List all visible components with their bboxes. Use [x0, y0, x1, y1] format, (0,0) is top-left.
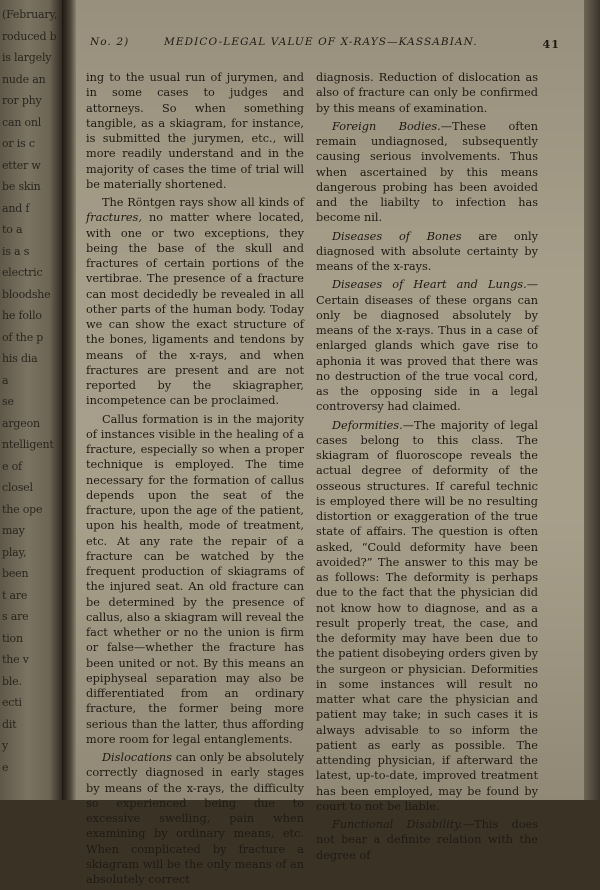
- left-page-fragment: is largely: [2, 51, 52, 64]
- italic-heading: Foreign Bodies.: [332, 119, 441, 133]
- paragraph: [316, 119, 538, 226]
- paragraph: [86, 412, 304, 748]
- left-page-fragment: he follo: [2, 309, 42, 322]
- paragraph-text: —These often remain undiagnosed, subsequently causing serious involvements. Thus when ascertained by this means dangerous probing has been avoided and the liabilty to infection has become nil.: [316, 119, 538, 225]
- previous-page-edge: [0, 0, 64, 800]
- left-page-fragment: the v: [2, 653, 29, 666]
- paragraph-text: diagnosis. Reduction of dislocation as also of fracture can only be confirmed by this means of examination.: [316, 71, 538, 115]
- text-column-right: [316, 70, 538, 866]
- left-page-fragment: etter w: [2, 158, 41, 172]
- left-page-fragment: may: [2, 524, 25, 537]
- paragraph-text: —This does not bear a definite relation with the degree of: [316, 818, 539, 862]
- left-page-fragment: tion: [2, 631, 23, 645]
- left-page-fragment: e: [2, 760, 9, 774]
- running-title: MEDICO-LEGAL VALUE OF X-RAYS—KASSABIAN.: [164, 36, 478, 48]
- left-page-fragment: ror phy: [2, 94, 42, 107]
- left-page-fragment: or is c: [2, 137, 35, 150]
- left-page-fragment: ntelligent: [2, 438, 54, 451]
- paragraph-lead: The Röntgen rays show all kinds of: [102, 196, 304, 209]
- paragraph-text: Callus formation is in the majority of instances visible in the healing of a fracture, especially so when a proper technique is employed. The time necessary for the formation of callus depends upon the seat of the fracture, upon the age of the patient, upon his health, mode of treatment, etc. At any rate the repair of a fracture can be watched by the frequent production of skiagrams of the injured seat. An old fracture can be determined by the presence of callus, also a skiagram will reveal the fact whether or no the union is firm or false—whether the fracture has been united or not. By this means an epiphyseal separation may also be differentiated from an ordinary fracture, the former being more serious than the latter, thus affording more room for legal entanglements.: [86, 412, 304, 746]
- left-page-fragment: (February,: [2, 8, 58, 21]
- page-number: 41: [542, 38, 560, 51]
- paragraph: [86, 750, 304, 887]
- paragraph-text: no matter where located, with one or two exceptions, they being the base of the skull and fractures of certain portions of the vertibrae. The presence of a fracture can most decidedly be revealed in all other parts of the human body. Today we can show the exact structure of the bones, ligaments and tendons by means of the x-rays, and when fractures are present and are not reported by the skiagrapher, incompetence can be proclaimed.: [86, 211, 304, 408]
- paragraph: [316, 418, 538, 815]
- paragraph: [86, 70, 304, 192]
- left-page-fragment: of the p: [2, 330, 44, 344]
- book-gutter: [62, 0, 76, 800]
- text-column-left: [86, 70, 304, 890]
- left-page-fragment: and f: [2, 201, 30, 215]
- left-page-fragment: electric: [2, 266, 43, 279]
- left-page-fragment: a: [2, 373, 9, 387]
- paragraph-text: ing to the usual run of jurymen, and in some cases to judges and attorneys. So when something tangible, as a skiagram, for instance, is submitted the jurymen, etc., will more readily understand and in the majority of cases the time of trial will be materially shortened.: [86, 71, 304, 191]
- left-page-fragment: ecti: [2, 696, 22, 709]
- paragraph: [316, 70, 538, 116]
- left-page-fragment: argeon: [2, 416, 40, 430]
- left-page-fragment: been: [2, 567, 29, 580]
- paragraph-text: are only diagnosed with absolute certainty by means of the x-rays.: [316, 229, 538, 273]
- issue-number: No. 2): [90, 36, 130, 48]
- paragraph-text: can only be absolutely correctly diagnosed in early stages by means of the x-rays, the difficulty so experienced being due to excessive swelling, pain when examining by ordinary means, etc. When complicated by fracture a skiagram will be the only means of an absolutely correct: [86, 751, 304, 886]
- left-page-fragment: e of: [2, 459, 22, 473]
- left-page-fragment: is a s: [2, 244, 30, 258]
- left-page-fragment: roduced b: [2, 29, 57, 43]
- paragraph: [316, 277, 538, 414]
- left-page-fragment: ble.: [2, 674, 22, 688]
- left-page-fragment: s are: [2, 610, 29, 623]
- paragraph: [316, 817, 538, 863]
- left-page-fragment: bloodshe: [2, 287, 51, 301]
- left-page-fragment: can onl: [2, 115, 42, 129]
- left-page-fragment: the ope: [2, 502, 43, 516]
- italic-heading: fractures,: [86, 211, 142, 225]
- italic-heading: Diseases of Heart and Lungs.: [332, 278, 527, 292]
- left-page-fragment: be skin: [2, 180, 41, 193]
- left-page-fragment: se: [2, 395, 14, 408]
- running-head: [76, 36, 584, 54]
- left-page-fragment: his dia: [2, 352, 38, 365]
- book-page: [76, 0, 584, 886]
- left-page-fragment: play,: [2, 545, 27, 559]
- italic-heading: Dislocations: [102, 751, 172, 764]
- italic-heading: Functional Disability.: [332, 818, 463, 831]
- paragraph-text: —The majority of legal cases belong to this class. The skiagram of fluoroscope reveals the actual degree of deformity of the osseous structures. If careful technic is employed there will be no resulting distortion or exaggeration of the true state of affairs. The question is often asked, “Could deformity have been avoided?” The answer to this may be as follows: The deformity is perhaps due to the fact that the physician did not know how to diagnose, and as a result properly treat, the case, and the deformity may have been due to the patient disobeying orders given by the surgeon or physician. Deformities in some instances will result no matter what care the physician and patient may take; in such cases it is always advisable to so inform the patient as early as possible. The attending physician, if afterward the latest, up-to-date, improved treatment has been employed, may be found by court to not be liable.: [316, 418, 538, 813]
- left-page-fragment: nude an: [2, 72, 46, 86]
- left-page-fragment: dit: [2, 717, 17, 731]
- left-page-fragment: to a: [2, 223, 23, 236]
- paragraph: [86, 195, 304, 409]
- italic-heading: Diseases of Bones: [332, 229, 462, 243]
- italic-heading: Deformities.: [332, 418, 403, 432]
- paragraph: [316, 229, 538, 275]
- left-page-fragment: t are: [2, 588, 28, 602]
- left-page-fragment: closel: [2, 481, 33, 494]
- paragraph-text: —Certain diseases of these organs can only be diagnosed absolutely by means of the x-rays. Thus in a case of enlarged glands which gave rise to aphonia it was proved that there was no destruction of the true vocal cord, as the opposing side in a legal controversy had claimed.: [316, 278, 538, 414]
- left-page-fragment: y: [2, 739, 9, 752]
- page-edge-shadow: [584, 0, 600, 800]
